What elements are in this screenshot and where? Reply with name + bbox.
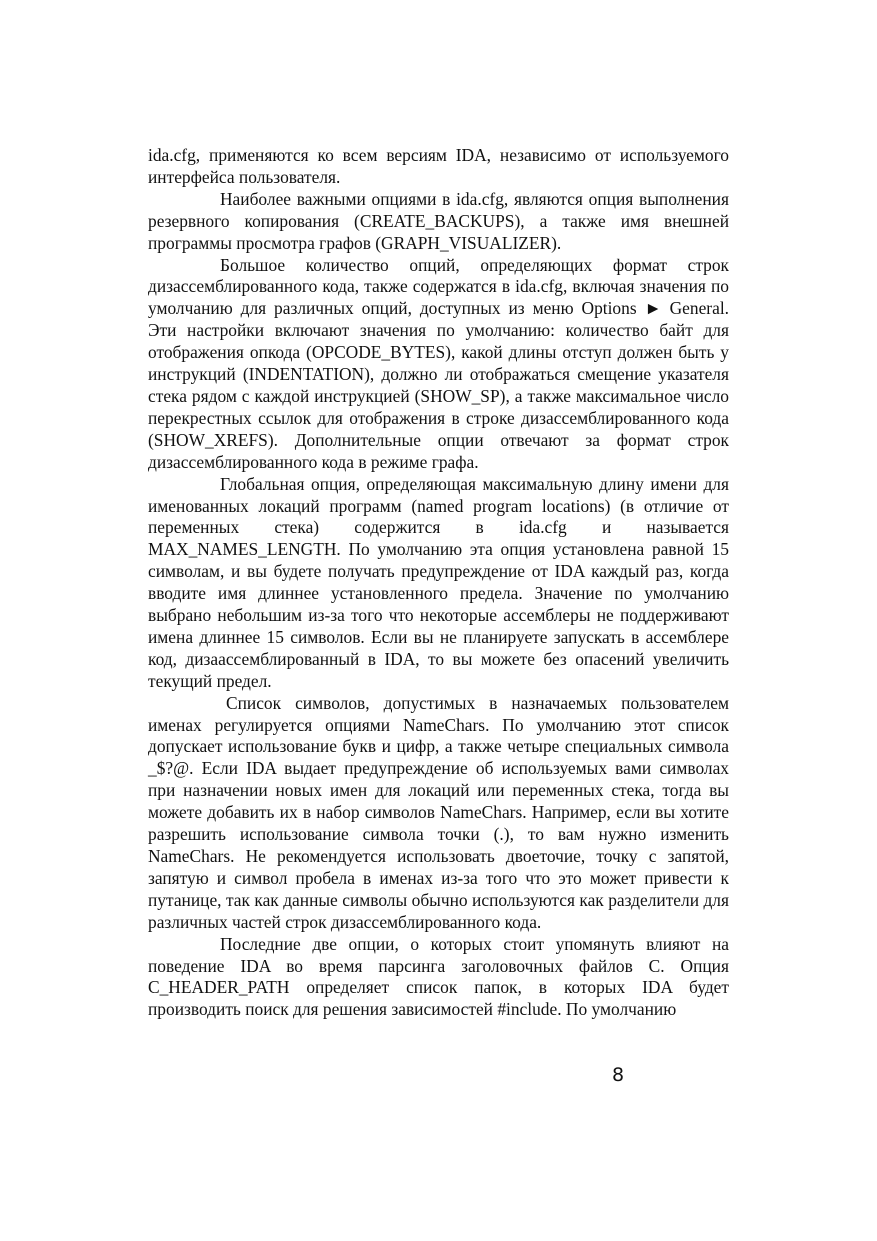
page-number: 8	[612, 1064, 625, 1086]
paragraph-3: Большое количество опций, определяющих формат строк дизассемблированного кода, также содержатся в ida.cfg, включая значения по умолчанию для различных опций, доступных из меню Options ► General. Эти настройки включают значения по умолчанию: количество байт для отображения опкода (OPCODE_BYTES), какой длины отступ должен быть у инструкций (INDENTATION), должно ли отображаться смещение указателя стека рядом с каждой инструкцией (SHOW_SP), а также максимальное число перекрестных ссылок для отображения в строке дизассемблированного кода (SHOW_XREFS). Дополнительные опции отвечают за формат строк дизассемблированного кода в режиме графа.	[148, 254, 729, 472]
paragraph-6: Последние две опции, о которых стоит упомянуть влияют на поведение IDA во время парсинга заголовочных файлов C. Опция C_HEADER_PATH определяет список папок, в которых IDA будет производить поиск для решения зависимостей #include. По умолчанию	[148, 933, 729, 1020]
page-body	[148, 145, 729, 1021]
paragraph-1: ida.cfg, применяются ко всем версиям IDA, независимо от используемого интерфейса пользователя.	[148, 145, 729, 187]
paragraph-5: Список символов, допустимых в назначаемых пользователем именах регулируется опциями NameChars. По умолчанию этот список допускает использование букв и цифр, а также четыре специальных символа _$?@. Если IDA выдает предупреждение об используемых вами символах при назначении новых имен для локаций или переменных стека, тогда вы можете добавить их в набор символов NameChars. Например, если вы хотите разрешить использование символа точки (.), то вам нужно изменить NameChars. Не рекомендуется использовать двоеточие, точку с запятой, запятую и символ пробела в именах из-за того что это может привести к путанице, так как данные символы обычно используются как разделители для различных частей строк дизассемблированного кода.	[148, 692, 729, 932]
paragraph-2: Наиболее важными опциями в ida.cfg, являются опция выполнения резервного копирования (CREATE_BACKUPS), а также имя внешней программы просмотра графов (GRAPH_VISUALIZER).	[148, 188, 729, 253]
paragraph-4: Глобальная опция, определяющая максимальную длину имени для именованных локаций программ (named program locations) (в отличие от переменных стека) содержится в ida.cfg и называется MAX_NAMES_LENGTH. По умолчанию эта опция установлена равной 15 символам, и вы будете получать предупреждение от IDA каждый раз, когда вводите имя длиннее установленного предела. Значение по умолчанию выбрано небольшим из-за того что некоторые ассемблеры не поддерживают имена длиннее 15 символов. Если вы не планируете запускать в ассемблере код, дизаассемблированный в IDA, то вы можете без опасений увеличить текущий предел.	[148, 473, 729, 691]
